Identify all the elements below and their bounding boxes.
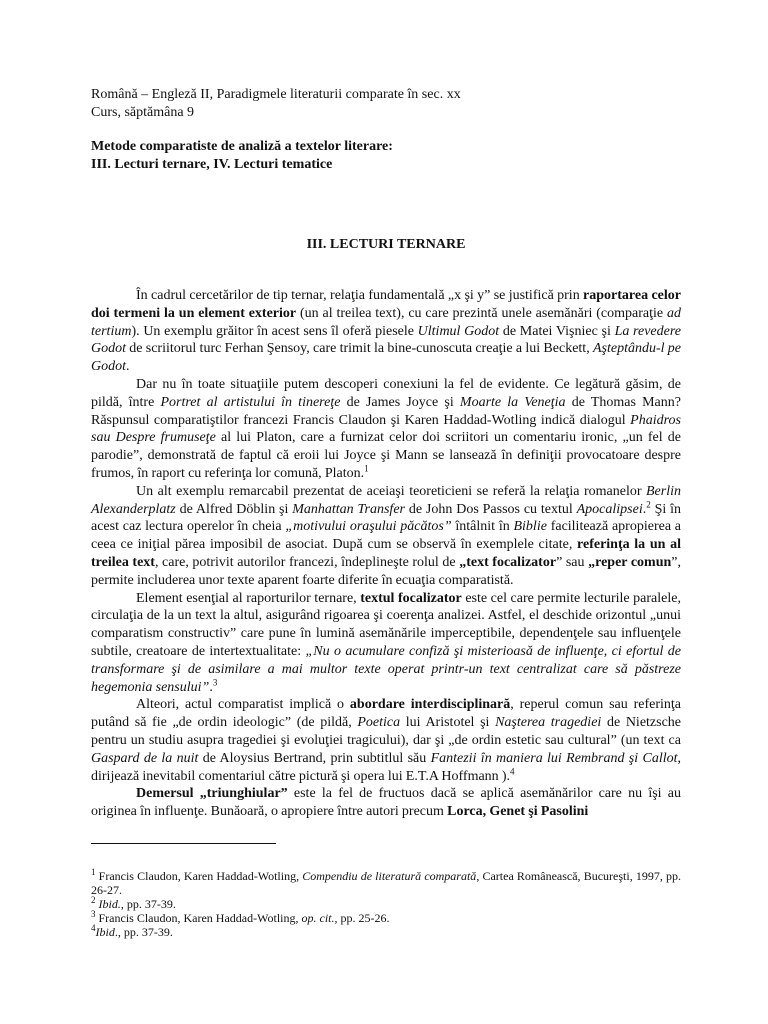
italic-run: Apocalipsei <box>576 501 643 517</box>
text-run: Un alt exemplu remarcabil prezentat de aceiaşi teoreticieni se referă la relaţia romanelor <box>136 483 646 499</box>
italic-run: Ibid <box>95 925 115 939</box>
italic-run: Fantezii în maniera lui Rembrand şi Callot <box>430 750 678 766</box>
body-text <box>91 287 681 821</box>
bold-run: abordare interdisciplinară <box>349 697 511 713</box>
footnote-number: 4 <box>91 923 96 933</box>
text-run: , reperul comun sau referinţa putând să fie „de ordin ideologic” (de pildă, <box>91 697 681 731</box>
paragraph-2 <box>91 376 681 483</box>
text-run: ., pp. 37-39. <box>114 925 173 939</box>
text-run: (un al treilea text), cu care prezintă unele asemănări (comparaţie <box>296 305 667 321</box>
text-run: întâlnit în <box>451 519 514 535</box>
paragraph-3 <box>91 483 681 590</box>
footnote-4 <box>91 925 681 939</box>
text-run: , dirijează inevitabil comentariul către pictură şi opera lui E.T.A Hoffmann ). <box>91 750 681 784</box>
text-run: lui Aristotel şi <box>400 715 496 731</box>
italic-run: Ibid. <box>98 897 121 911</box>
paragraph-5 <box>91 696 681 785</box>
footnote-1 <box>91 869 681 897</box>
text-run: Şi în acest caz lectura operelor în cheia <box>91 501 682 535</box>
week-line: Curs, săptămâna 9 <box>91 104 195 120</box>
bold-run: „reper comun <box>588 554 672 570</box>
italic-run: Moarte la Veneţia <box>459 394 566 410</box>
text-run: de Alfred Döblin şi <box>175 501 293 517</box>
text-run: În cadrul cercetărilor de tip ternar, relaţia fundamentală „x şi y” se justifică prin <box>136 288 584 303</box>
footnote-number: 1 <box>91 867 96 877</box>
text-run: de Aloysius Bertrand, prin subtitlul său <box>198 750 431 766</box>
italic-run: op. cit. <box>301 911 335 925</box>
bold-run: textul focalizator <box>360 590 462 606</box>
italic-run: ad tertium <box>91 305 681 339</box>
footnote-ref[interactable]: 1 <box>364 463 369 474</box>
text-run: de Matei Vişniec şi <box>499 323 615 339</box>
course-header <box>91 86 681 122</box>
text-run: de Thomas Mann? Răspunsul comparatiştilor francezi Francis Claudon şi Karen Haddad-Wotling indică dialogul <box>91 394 681 428</box>
text-run: ”, permite includerea unor texte aparent foarte diferite în ecuaţia comparatistă. <box>91 554 681 588</box>
text-run: ” sau <box>556 554 589 570</box>
italic-run: Aşteptându-l pe Godot <box>91 341 681 375</box>
text-run: Francis Claudon, Karen Haddad-Wotling, <box>95 911 302 925</box>
footnote-ref[interactable]: 2 <box>646 498 651 509</box>
bold-run: Demersul „triunghiular” <box>136 786 288 802</box>
text-run: Francis Claudon, Karen Haddad-Wotling, <box>95 869 303 883</box>
text-run: . <box>642 501 647 517</box>
footnote-number: 3 <box>91 909 96 919</box>
bold-run: „text focalizator <box>459 554 557 570</box>
lecture-title-line1: Metode comparatiste de analiză a textelor literare: <box>91 139 393 154</box>
text-run: , care, potrivit autorilor francezi, îndeplineşte rolul de <box>154 554 460 570</box>
italic-run: „motivului oraşului păcătos” <box>285 519 452 535</box>
text-run: Dar nu în toate situaţiile putem descoperi conexiuni la fel de evidente. Ce legătură găsim, de pildă, între <box>91 376 681 410</box>
bold-run: raportarea celor doi termeni la un element exterior <box>91 288 681 321</box>
text-run: . <box>126 359 130 375</box>
italic-run: Manhattan Transfer <box>292 501 405 517</box>
italic-run: Naşterea tragediei <box>495 715 602 731</box>
italic-run: Portret al artistului în tinereţe <box>160 394 341 410</box>
bold-run: Lorca, Genet şi Pasolini <box>447 804 589 820</box>
italic-run: Ultimul Godot <box>417 323 500 339</box>
italic-run: La revedere Godot <box>91 323 681 357</box>
paragraph-6 <box>91 785 681 821</box>
italic-run: Berlin Alexanderplatz <box>91 483 681 517</box>
text-run: al lui Platon, care a furnizat celor doi scriitori un comentariu ironic, „un fel de parodie”, demonstrată de faptul că eroii lui Joyce şi Mann se lansează în definiţii provocatoare despre frumos, în raport cu referinţa lor comună, Platon. <box>91 430 681 481</box>
footnotes <box>91 869 681 939</box>
text-run: de scriitorul turc Ferhan Şensoy, care trimit la bine-cunoscuta creaţie a lui Beckett, <box>126 341 593 357</box>
lecture-title-line2: III. Lecturi ternare, IV. Lecturi tematice <box>91 156 333 172</box>
italic-run: Phaidros sau Despre frumuseţe <box>91 412 681 446</box>
paragraph-4 <box>91 590 681 697</box>
footnote-ref[interactable]: 3 <box>212 676 218 687</box>
section-title: III. LECTURI TERNARE <box>306 237 466 252</box>
text-run: ). Un exemplu grăitor în acest sens îl oferă piesele <box>131 323 418 339</box>
italic-run: Poetica <box>357 715 401 731</box>
text-run: de John Dos Passos cu textul <box>405 501 577 517</box>
footnote-3 <box>91 911 681 925</box>
text-run: este la fel de fructuos dacă se aplică asemănărilor care nu îşi au originea în influenţe. Bunăoară, o apropiere între autori precum <box>91 786 681 820</box>
bold-run: referinţa la un al treilea text <box>91 537 681 570</box>
footnote-ref[interactable]: 4 <box>510 765 515 776</box>
text-run: este cel care permite lecturile paralele, circulaţia de la un text la altul, asigurând rigoarea şi coerenţa analizei. Astfel, el deschide orizontul „unui comparatism constructiv” care pune în lumină asemănările imperceptibile, dependenţele sau influenţele subtile, creatoare de intertextualitate: <box>91 590 681 659</box>
course-line: Română – Engleză II, Paradigmele literaturii comparate în sec. xx <box>91 87 461 102</box>
text-run: . <box>209 679 213 695</box>
text-run: , pp. 25-26. <box>334 911 390 925</box>
text-run: Element esenţial al raporturilor ternare, <box>136 590 361 606</box>
italic-quote: „Nu o acumulare confiză şi misterioasă de influenţe, ci efortul de transformare şi de asimilare a mai multor texte operat printr-un text centralizat care să păstreze hegemonia sensului” <box>91 643 681 695</box>
italic-run: Gaspard de la nuit <box>91 750 199 766</box>
text-run: Alteori, actul comparatist implică o <box>136 697 350 713</box>
lecture-title <box>91 138 681 174</box>
text-run: de Nietzsche pentru un studiu asupra tragediei şi evoluţiei tragicului), dar şi „de ordin estetic sau cultural” (un text ca <box>91 715 682 748</box>
italic-run: Biblie <box>513 519 547 535</box>
footnote-number: 2 <box>91 895 96 905</box>
footnote-separator <box>91 843 276 844</box>
text-run: de James Joyce şi <box>340 394 460 410</box>
footnote-2 <box>91 897 681 911</box>
text-run: , Cartea Românească, Bucureşti, 1997, pp. 26-27. <box>91 869 681 897</box>
italic-run: Compendiu de literatură comparată <box>302 869 477 883</box>
text-run: , pp. 37-39. <box>120 897 176 911</box>
paragraph-1 <box>91 287 681 376</box>
text-run: facilitează apropierea a ceea ce iniţial părea imposibil de asociat. După cum se observă în exemplele citate, <box>91 519 682 553</box>
